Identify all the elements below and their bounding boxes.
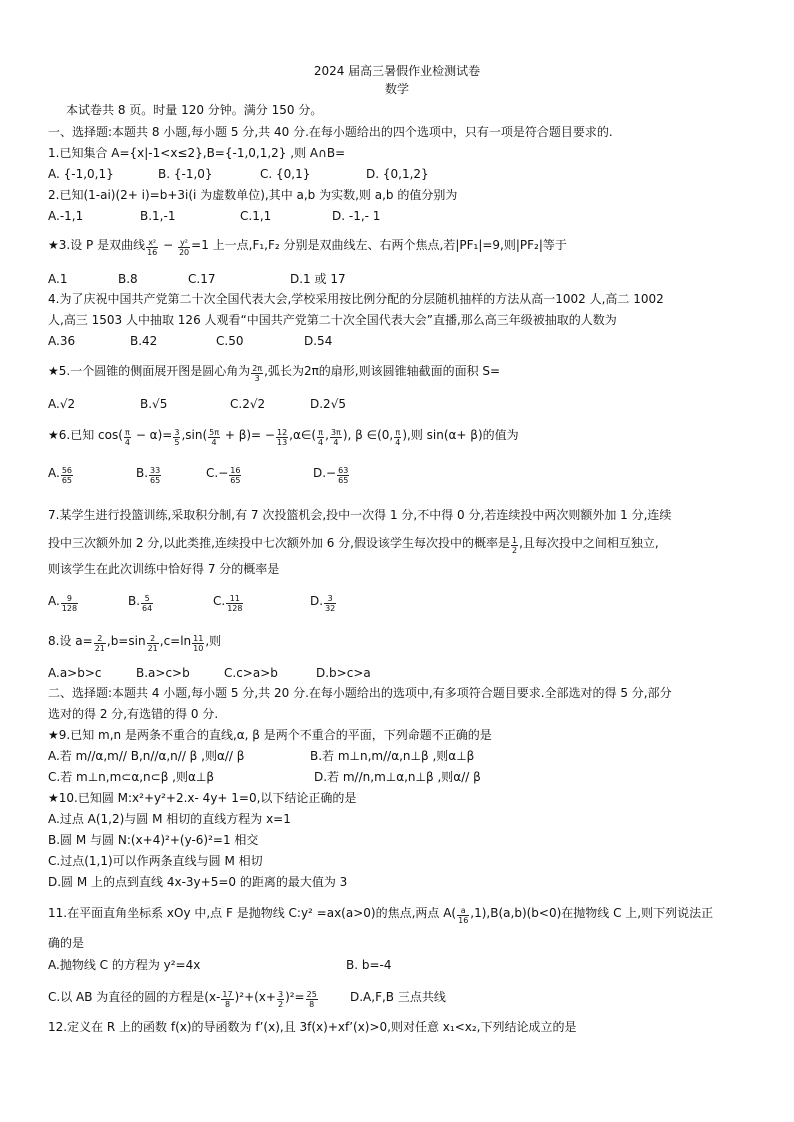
denominator: 5 <box>174 438 180 447</box>
option-d: D.1 或 17 <box>290 272 346 286</box>
fraction <box>306 990 318 1009</box>
stem-text: ,弧长为2π的扇形,则该圆锥轴截面的面积 S= <box>264 364 501 378</box>
option-prefix: A. <box>48 466 60 480</box>
question-6-stem <box>48 428 519 447</box>
section-2-heading-line-1: 二、选择题:本题共 4 小题,每小题 5 分,共 20 分.在每小题给出的选项中,有多项符合题目要求.全部选对的得 5 分,部分 <box>48 686 672 700</box>
option-c: C.50 <box>216 334 244 348</box>
option-prefix: C.− <box>206 466 229 480</box>
question-7-line-1: 7.某学生进行投篮训练,采取积分制,有 7 次投篮机会,投中一次得 1 分,不中得 0 分,若连续投中两次则额外加 1 分,连续 <box>48 508 672 522</box>
option-b <box>136 466 162 485</box>
fraction <box>208 428 220 447</box>
numerator: 16 <box>230 466 241 475</box>
denominator: 128 <box>61 604 78 613</box>
numerator: 3 <box>324 594 336 604</box>
option-d: D.A,F,B 三点共线 <box>350 990 446 1004</box>
denominator: 21 <box>94 644 105 653</box>
option-b: B.a>c>b <box>136 666 190 680</box>
numerator: 1 <box>511 536 518 545</box>
question-5-stem <box>48 364 500 383</box>
fraction <box>457 906 469 925</box>
fraction <box>173 428 180 447</box>
option-d <box>313 466 350 485</box>
option-b: B. b=-4 <box>346 958 392 972</box>
option-a <box>48 466 74 485</box>
option-prefix: D.− <box>313 466 337 480</box>
stem-text: 8.设 a= <box>48 634 93 648</box>
question-10-option-c: C.过点(1,1)可以作两条直线与圆 M 相切 <box>48 854 263 868</box>
question-9-stem: ★9.已知 m,n 是两条不重合的直线,α, β 是两个不重合的平面，下列命题不正确的是 <box>48 728 492 742</box>
stem-text: ,则 <box>205 634 222 648</box>
option-text: )²= <box>285 990 305 1004</box>
question-10-option-a: A.过点 A(1,2)与圆 M 相切的直线方程为 x=1 <box>48 812 291 826</box>
stem-text: ★6.已知 cos( <box>48 428 123 442</box>
option-a: A.-1,1 <box>48 209 84 223</box>
option-text: C.以 AB 为直径的圆的方程是(x- <box>48 990 221 1004</box>
exam-title: 2024 届高三暑假作业检测试卷 <box>313 64 481 78</box>
numerator: 9 <box>61 594 78 604</box>
numerator: 56 <box>61 466 72 475</box>
fraction <box>276 428 288 447</box>
question-12-stem: 12.定义在 R 上的函数 f(x)的导函数为 f’(x),且 3f(x)+xf’(x)>0,则对任意 x₁<x₂,下列结论成立的是 <box>48 1020 577 1034</box>
numerator: 2 <box>94 634 106 644</box>
numerator: π <box>125 428 130 437</box>
denominator: 2 <box>511 546 518 555</box>
option-b: B. {-1,0} <box>158 167 213 181</box>
fraction <box>146 238 158 257</box>
question-10-option-b: B.圆 M 与圆 N:(x+4)²+(y-6)²=1 相交 <box>48 833 259 847</box>
option-c: C.2√2 <box>230 397 266 411</box>
stem-text: ),则 sin(α+ β)的值为 <box>402 428 519 442</box>
denominator: 128 <box>227 604 243 613</box>
question-4-options <box>48 334 748 352</box>
stem-text: ★5.一个圆锥的侧面展开图是圆心角为 <box>48 364 251 378</box>
option-a: A.√2 <box>48 397 76 411</box>
fraction <box>226 594 243 613</box>
denominator: 64 <box>142 604 153 613</box>
question-4-line-2: 人,高三 1503 人中抽取 126 人观看“中国共产党第二十次全国代表大会”直播,那么高三年级被抽取的人数为 <box>48 313 617 327</box>
numerator: 2 <box>147 634 159 644</box>
fraction <box>178 238 190 257</box>
option-c: C.c>a>b <box>224 666 278 680</box>
denominator: 3 <box>254 374 260 383</box>
denominator: 16 <box>458 916 469 925</box>
section-2-heading-line-2: 选对的得 2 分,有选错的得 0 分. <box>48 707 219 721</box>
numerator: π <box>395 428 401 437</box>
question-3-options <box>48 272 748 290</box>
question-11-options-row-2 <box>48 990 748 1008</box>
stem-text: + β)= − <box>221 428 275 442</box>
numerator: 11 <box>193 634 204 643</box>
numerator: 3π <box>330 428 341 437</box>
fraction <box>251 364 263 383</box>
fraction <box>141 594 153 613</box>
numerator: 5 <box>141 594 153 604</box>
denominator: 10 <box>193 644 204 653</box>
option-d: D.54 <box>304 334 333 348</box>
stem-text: ,且每次投中之间相互独立, <box>519 536 659 550</box>
option-b: B.1,-1 <box>140 209 176 223</box>
question-11-options-row-1 <box>48 958 748 976</box>
denominator: 4 <box>333 438 339 447</box>
question-7-options <box>48 594 748 612</box>
question-10-stem: ★10.已知圆 M:x²+y²+2.x- 4y+ 1=0,以下结论正确的是 <box>48 791 357 805</box>
numerator: 17 <box>222 990 233 999</box>
fraction <box>149 466 161 485</box>
question-10-option-d: D.圆 M 上的点到直线 4x-3y+5=0 的距离的最大值为 3 <box>48 875 348 889</box>
numerator: 11 <box>226 594 243 604</box>
option-a: A.若 m//α,m// B,n//α,n// β ,则α// β <box>48 749 245 763</box>
stem-text: 投中三次额外加 2 分,以此类推,连续投中七次额外加 6 分,假设该学生每次投中的概率是 <box>48 536 510 550</box>
numerator: 2π <box>252 364 263 373</box>
denominator: 32 <box>325 604 336 613</box>
denominator: 65 <box>338 476 349 485</box>
option-b: B.若 m⊥n,m//α,n⊥β ,则α⊥β <box>310 749 475 763</box>
denominator: 2 <box>277 1000 284 1009</box>
question-3-stem <box>48 238 567 257</box>
stem-text: − α)= <box>132 428 173 442</box>
option-a: A.a>b>c <box>48 666 102 680</box>
stem-text: =1 上一点,F₁,F₂ 分别是双曲线左、右两个焦点,若|PF₁|=9,则|PF₂|等于 <box>191 238 567 252</box>
stem-text: ,1),B(a,b)(b<0)在抛物线 C 上,则下列说法正 <box>470 906 714 920</box>
stem-text: 11.在平面直角坐标系 xOy 中,点 F 是抛物线 C:y² =ax(a>0)的焦点,两点 A( <box>48 906 457 920</box>
question-11-line-2: 确的是 <box>48 936 85 950</box>
stem-text: , <box>325 428 329 442</box>
exam-intro: 本试卷共 8 页。时量 120 分钟。满分 150 分。 <box>66 103 323 117</box>
option-d <box>310 594 337 613</box>
question-1-stem: 1.已知集合 A={x|-1<x≤2},B={-1,0,1,2} ,则 A∩B= <box>48 146 346 160</box>
option-c: C.若 m⊥n,m⊂α,n⊂β ,则α⊥β <box>48 770 215 784</box>
numerator: 5π <box>209 428 220 437</box>
question-7-line-2 <box>48 536 659 555</box>
option-prefix: B. <box>136 466 149 480</box>
question-4-line-1: 4.为了庆祝中国共产党第二十次全国代表大会,学校采用按比例分配的分层随机抽样的方法从高一1002 人,高二 1002 <box>48 292 664 306</box>
denominator: 20 <box>178 248 190 257</box>
question-9-options-row-2 <box>48 770 748 788</box>
numerator: 3 <box>174 428 180 437</box>
option-a: A.抛物线 C 的方程为 y²=4x <box>48 958 201 972</box>
fraction <box>317 428 324 447</box>
numerator: 25 <box>306 990 317 999</box>
option-a: A.36 <box>48 334 76 348</box>
fraction <box>192 634 204 653</box>
option-b: B.8 <box>118 272 138 286</box>
option-c: C. {0,1} <box>260 167 311 181</box>
option-b: B.42 <box>130 334 158 348</box>
option-c <box>48 990 319 1009</box>
question-2-options <box>48 209 748 227</box>
stem-text: ,b=sin <box>106 634 146 648</box>
option-d: D.2√5 <box>310 397 346 411</box>
option-a: A. {-1,0,1} <box>48 167 114 181</box>
fraction <box>511 536 518 555</box>
option-c <box>213 594 244 613</box>
denominator: 65 <box>150 476 161 485</box>
option-d: D. -1,- 1 <box>332 209 381 223</box>
option-prefix: A. <box>48 594 60 608</box>
option-prefix: B. <box>128 594 141 608</box>
numerator: 12 <box>276 428 288 437</box>
option-c <box>206 466 242 485</box>
option-a: A.1 <box>48 272 68 286</box>
option-c: C.1,1 <box>240 209 272 223</box>
fraction <box>61 466 73 485</box>
stem-text: ★3.设 P 是双曲线 <box>48 238 146 252</box>
fraction <box>330 428 342 447</box>
question-1-options <box>48 167 748 185</box>
stem-text: ,α∈( <box>289 428 317 442</box>
fraction <box>337 466 349 485</box>
denominator: 8 <box>224 1000 231 1009</box>
question-11-line-1 <box>48 906 713 925</box>
numerator: y² <box>178 238 190 248</box>
numerator: 63 <box>338 466 349 475</box>
denominator: 4 <box>318 438 324 447</box>
fraction <box>324 594 336 613</box>
fraction <box>229 466 241 485</box>
stem-text: − <box>159 238 177 252</box>
option-d: D.若 m//n,m⊥α,n⊥β ,则α// β <box>314 770 481 784</box>
section-1-heading: 一、选择题:本题共 8 小题,每小题 5 分,共 40 分.在每小题给出的四个选项中，只有一项是符合题目要求的. <box>48 125 613 139</box>
denominator: 13 <box>276 438 288 447</box>
option-b <box>128 594 154 613</box>
denominator: 8 <box>309 1000 315 1009</box>
fraction <box>147 634 159 653</box>
subject-title: 数学 <box>384 82 409 96</box>
question-8-stem <box>48 634 221 653</box>
fraction <box>221 990 233 1009</box>
question-8-options <box>48 666 748 684</box>
denominator: 4 <box>211 438 217 447</box>
option-text: )²+(x+ <box>234 990 276 1004</box>
denominator: 4 <box>124 438 130 447</box>
denominator: 65 <box>230 476 241 485</box>
fraction <box>94 634 106 653</box>
denominator: 21 <box>147 644 158 653</box>
option-b: B.√5 <box>140 397 168 411</box>
numerator: a <box>457 906 469 916</box>
question-6-options <box>48 466 748 484</box>
option-c: C.17 <box>188 272 216 286</box>
question-2-stem: 2.已知(1-ai)(2+ i)=b+3i(i 为虚数单位),其中 a,b 为实数,则 a,b 的值分别为 <box>48 188 458 202</box>
question-5-options <box>48 397 748 415</box>
numerator: 3 <box>277 990 284 999</box>
fraction <box>394 428 401 447</box>
numerator: π <box>318 428 323 437</box>
stem-text: ), β ∈(0, <box>342 428 394 442</box>
denominator: 65 <box>61 476 72 485</box>
fraction <box>61 594 78 613</box>
fraction <box>277 990 284 1009</box>
option-d: D. {0,1,2} <box>366 167 429 181</box>
option-a <box>48 594 79 613</box>
denominator: 16 <box>147 248 158 257</box>
option-prefix: C. <box>213 594 226 608</box>
numerator: x² <box>146 238 158 248</box>
stem-text: ,sin( <box>181 428 208 442</box>
denominator: 4 <box>395 438 401 447</box>
numerator: 33 <box>150 466 161 475</box>
option-prefix: D. <box>310 594 324 608</box>
question-9-options-row-1 <box>48 749 748 767</box>
stem-text: ,c=ln <box>159 634 192 648</box>
question-7-line-3: 则该学生在此次训练中恰好得 7 分的概率是 <box>48 562 280 576</box>
option-d: D.b>c>a <box>316 666 371 680</box>
fraction <box>124 428 131 447</box>
